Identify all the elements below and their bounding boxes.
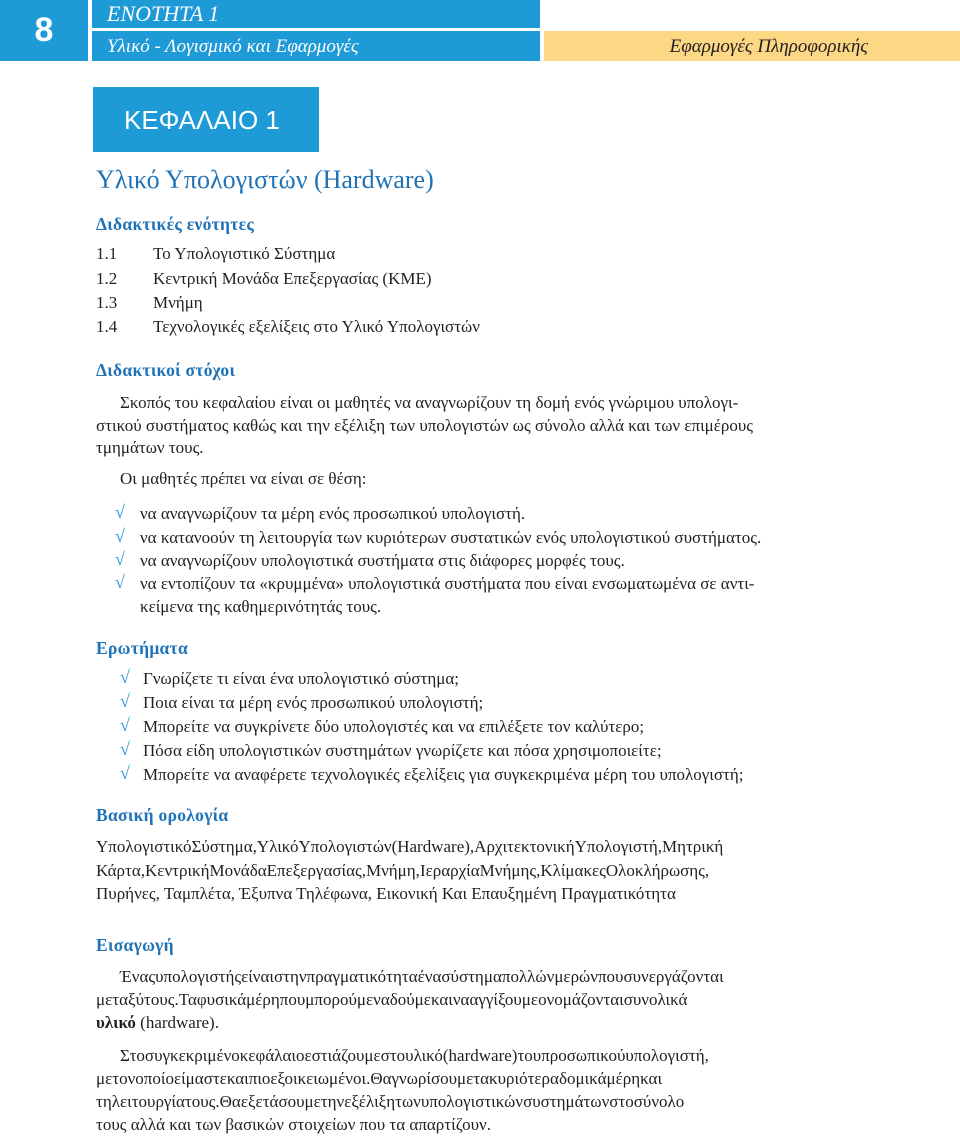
word: οποίο [135,1069,174,1088]
objectives-lead: Οι μαθητές πρέπει να είναι σε θέση: [120,469,367,488]
book-title: Εφαρμογές Πληροφορικής [544,31,960,61]
word: σύστημα [441,967,502,986]
word: κυριότερα [489,1069,559,1088]
question-item: Μπορείτε να συγκρίνετε δύο υπολογιστές και να επιλέξετε τον καλύτερο; [143,717,645,736]
word: ένα [417,967,442,986]
word: αγγίξουμε [469,990,539,1009]
word: την [320,1092,345,1111]
word: συνολικά [623,990,688,1009]
text-line-justified [96,859,868,883]
word: δομικά [558,1069,607,1088]
questions-heading: Ερωτήματα [96,638,189,658]
word: είμαστε [173,1069,227,1088]
units-heading: Διδακτικές ενότητες [96,214,255,234]
check-icon: √ [120,667,130,687]
text-line-justified [96,965,868,988]
word: τον [112,1069,136,1088]
word: σύνολο [633,1092,685,1111]
word: με [96,1069,113,1088]
word: που [279,990,306,1009]
word: (Hardware), [391,837,475,856]
word: Μονάδα [209,860,267,880]
question-item: Γνωρίζετε τι είναι ένα υπολογιστικό σύστημα; [143,669,459,688]
word: ονομάζονται [538,990,624,1009]
unit-title: Μνήμη [153,293,203,312]
word: Αρχιτεκτονική [474,837,575,856]
word: τους. [184,1092,220,1111]
word: Κεντρική [145,860,210,880]
word: Υλικό [256,837,299,856]
unit-title: Τεχνολογικές εξελίξεις στο Υλικό Υπολογιστών [153,317,480,336]
word: είναι [241,967,274,986]
page-number: 8 [0,0,88,61]
word: πιο [248,1069,271,1088]
word: δούμε [389,990,431,1009]
check-icon: √ [120,763,130,783]
question-item: Πόσα είδη υπολογιστικών συστημάτων γνωρίζετε και πόσα χρησιμοποιείτε; [143,741,662,760]
word: και [226,1069,249,1088]
unit-subtitle: Υλικό - Λογισμικό και Εφαρμογές [92,31,540,61]
unit-number: 1.4 [96,317,118,336]
word: φυσικά [196,990,247,1009]
word: Επεξεργασίας, [266,860,366,880]
word: συνεργάζονται [623,967,724,986]
word: υπολογιστής [155,967,242,986]
terminology-heading: Βασική ορολογία [96,805,229,825]
word: Τα [178,990,197,1009]
text-line [96,1011,868,1034]
word: Ιεραρχία [419,860,480,880]
check-icon: √ [120,691,130,711]
check-icon: √ [115,549,125,569]
word: Θα [370,1069,392,1088]
word: Μνήμης, [479,860,541,880]
word: υπολογιστή, [625,1046,709,1065]
unit-number: 1.1 [96,244,118,263]
word: τους. [144,990,179,1009]
word: Υπολογιστικό [96,837,192,856]
unit-number: 1.3 [96,293,118,312]
text-line-justified [96,1067,868,1090]
word: να [373,990,390,1009]
terminology-text [96,835,868,906]
check-icon: √ [120,739,130,759]
objectives-intro [96,392,864,460]
question-item: Μπορείτε να αναφέρετε τεχνολογικές εξελίξεις για συγκεκριμένα μέρη του υπολογιστή; [143,765,744,784]
word: και [640,1069,663,1088]
word: Υπολογιστή, [574,837,662,856]
word: Μητρική [661,837,724,856]
question-item: Ποια είναι τα μέρη ενός προσωπικού υπολογιστή; [143,693,484,712]
chapter-label: ΚΕΦΑΛΑΙΟ 1 [93,87,319,152]
check-icon: √ [115,572,125,592]
objective-item: να κατανοούν τη λειτουργία των κυριότερων συστατικών ενός υπολογιστικού συστήματος. [140,528,762,547]
word: προσωπικού [541,1046,626,1065]
word: εξοικειωμένοι. [270,1069,371,1088]
text-line-justified [96,1090,868,1113]
check-icon: √ [120,715,130,735]
unit-label: ΕΝΟΤΗΤΑ 1 [92,0,540,28]
word: μέρη [606,1069,641,1088]
word: γνωρίσουμε [391,1069,474,1088]
word: πολλών [501,967,555,986]
word: εστιάζουμε [304,1046,381,1065]
objective-item: να εντοπίζουν τα «κρυμμένα» υπολογιστικά συστήματα που είναι ενσωματωμένα σε αντι- [140,574,755,593]
word: Θα [219,1092,241,1111]
text-line: στικού συστήματος καθώς και την εξέλιξη των υπολογιστών ως σύνολο αλλά και των επιμέρους [96,415,754,435]
word: του [517,1046,542,1065]
word: μέρη [246,990,280,1009]
word: Σύστημα, [191,837,257,856]
chapter-title: Υλικό Υπολογιστών (Hardware) [96,165,434,194]
word: των [395,1092,421,1111]
word: συστημάτων [523,1092,610,1111]
objective-item-continued: κείμενα της καθημερινότητάς τους. [140,597,382,616]
text-fragment: (hardware). [135,1013,219,1032]
word: (hardware) [442,1046,518,1065]
intro-paragraph-1 [96,965,868,1034]
intro-paragraph-2 [96,1044,868,1136]
introduction-heading: Εισαγωγή [96,935,174,955]
word: τη [96,1092,112,1111]
word: Στο [120,1046,145,1065]
word: που [597,967,624,986]
text-line-justified [96,1044,868,1067]
word: λειτουργία [111,1092,185,1111]
objective-item: να αναγνωρίζουν τα μέρη ενός προσωπικού υπολογιστή. [140,504,526,523]
word: Υπολογιστών [298,837,392,856]
text-line: Σκοπός του κεφαλαίου είναι οι μαθητές να αναγνωρίζουν τη δομή ενός γνώριμου υπολογι- [120,393,739,412]
word: υλικό [405,1046,443,1065]
word: συγκεκριμένο [144,1046,240,1065]
word: υπολογιστικών [420,1092,524,1111]
word: να [452,990,470,1009]
word: Κάρτα, [96,860,146,880]
word: και [430,990,453,1009]
word: Μνήμη, [365,860,420,880]
unit-title: Το Υπολογιστικό Σύστημα [153,244,336,263]
word: πραγματικότητα [306,967,418,986]
text-line: Πυρήνες, Ταμπλέτα, Έξυπνα Τηλέφωνα, Εικονική Και Επαυξημένη Πραγματικότητα [96,884,676,903]
word: στο [380,1046,406,1065]
objectives-heading: Διδακτικοί στόχοι [96,360,236,380]
unit-title: Κεντρική Μονάδα Επεξεργασίας (ΚΜΕ) [153,269,432,288]
word: μερών [554,967,598,986]
word: Ολοκλήρωσης, [605,860,710,880]
unit-number: 1.2 [96,269,118,288]
text-line: τους αλλά και των βασικών στοιχείων που τα απαρτίζουν. [96,1115,491,1134]
check-icon: √ [115,502,125,522]
text-line-justified [96,988,868,1011]
check-icon: √ [115,526,125,546]
text-line: τμημάτων τους. [96,438,204,458]
word: κεφάλαιο [239,1046,305,1065]
word: μεταξύ [96,990,144,1009]
word: Κλίμακες [540,860,606,880]
word: στην [273,967,307,986]
objective-item: να αναγνωρίζουν υπολογιστικά συστήματα στις διάφορες μορφές τους. [140,551,625,570]
word: μπορούμε [305,990,374,1009]
bold-term: υλικό [96,1013,136,1032]
text-line-justified [96,835,868,859]
word: εξετάσουμε [240,1092,321,1111]
word: εξέλιξη [344,1092,396,1111]
word: τα [473,1069,490,1088]
word: στο [609,1092,634,1111]
word: Ένας [120,967,156,986]
